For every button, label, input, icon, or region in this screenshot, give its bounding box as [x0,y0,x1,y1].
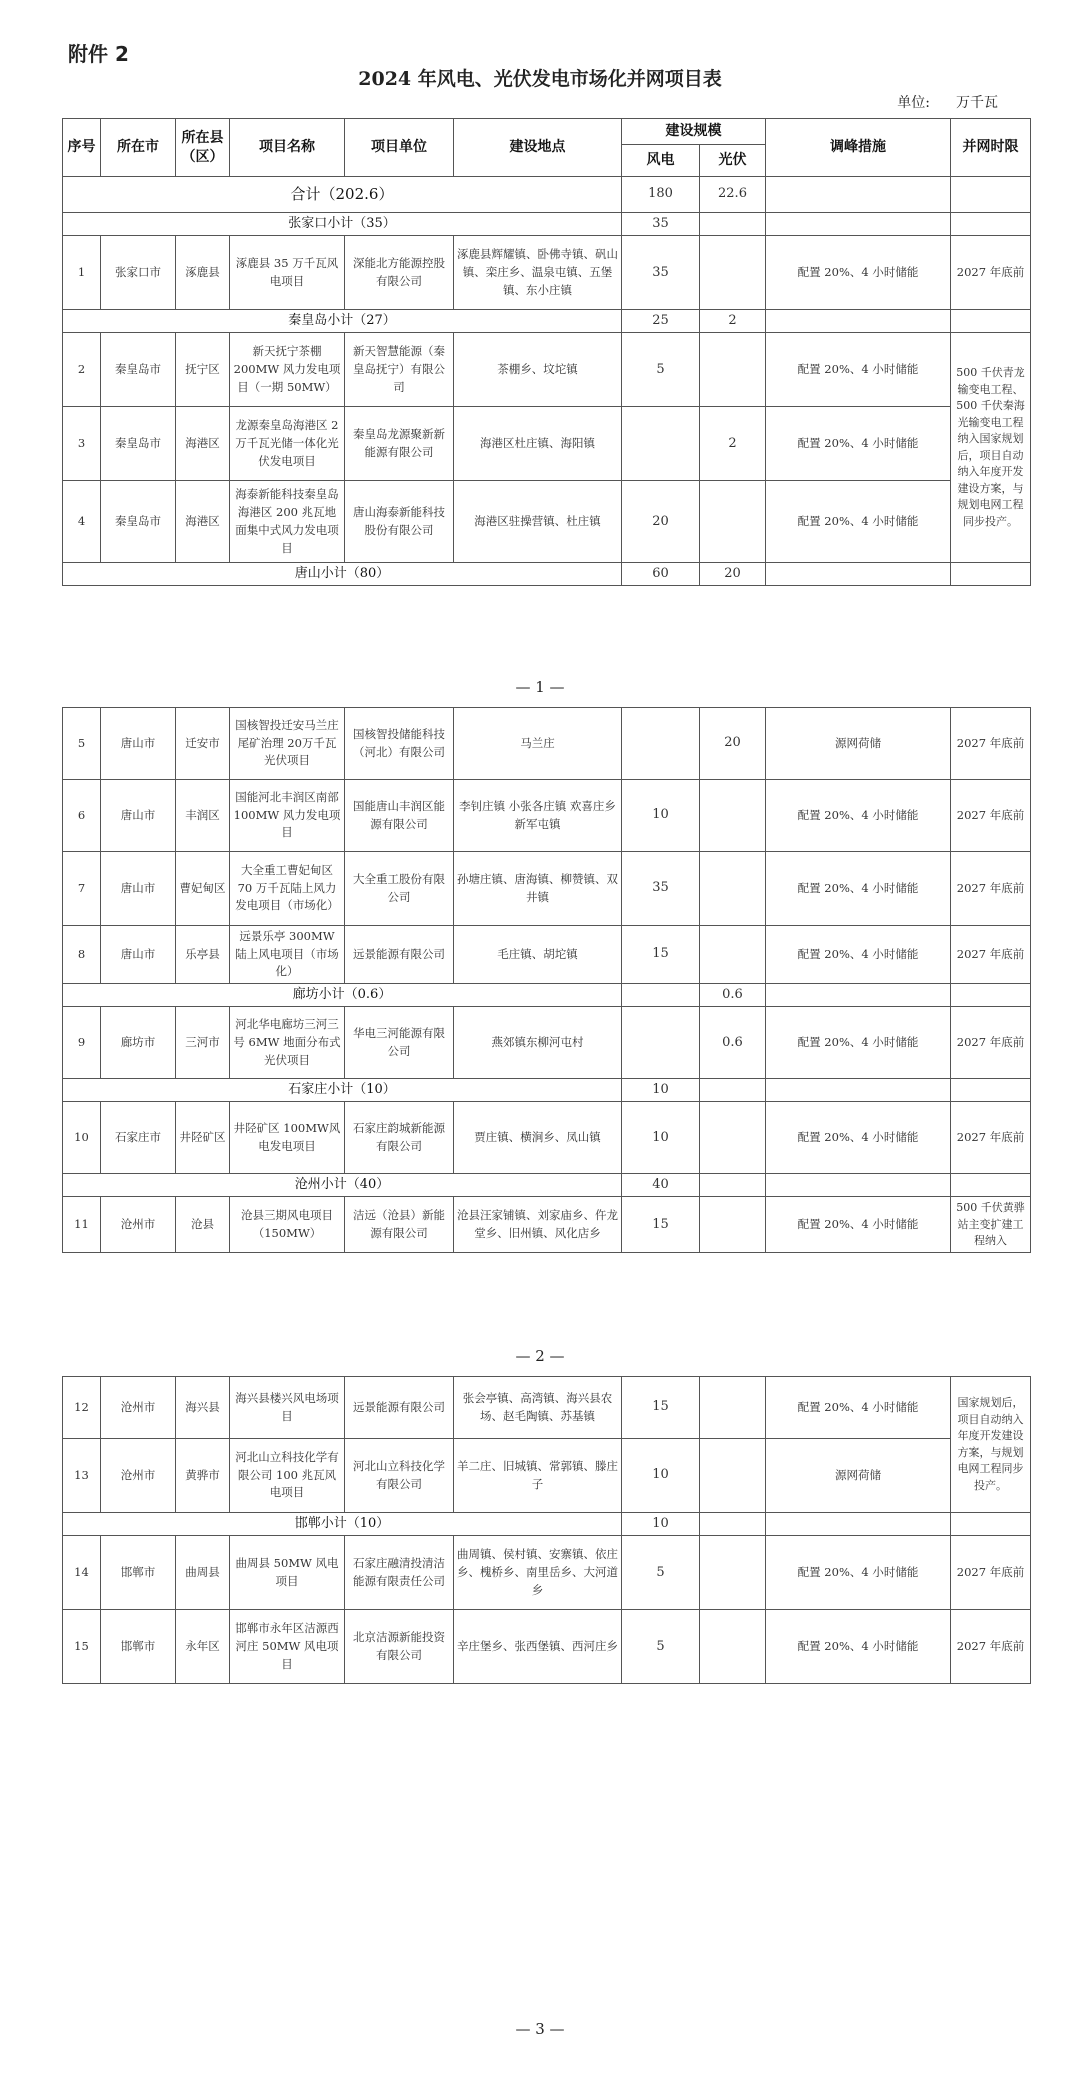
cell-name: 河北华电廊坊三河三号 6MW 地面分布式光伏项目 [230,1007,345,1079]
subtotal-row [63,213,1031,236]
cell-name: 龙源秦皇岛海港区 2 万千瓦光储一体化光伏发电项目 [230,407,345,481]
cell-wind [622,708,700,780]
page-number: — 1 — [515,678,565,696]
cell-name: 新天抚宁茶棚200MW 风力发电项目（一期 50MW） [230,333,345,407]
cell-seq: 7 [63,852,101,926]
col-location: 建设地点 [454,119,622,177]
cell-name: 大全重工曹妃甸区 70 万千瓦陆上风力发电项目（市场化） [230,852,345,926]
cell-county: 沧县 [176,1197,230,1253]
cell-seq: 14 [63,1536,101,1610]
cell-name: 河北山立科技化学有限公司 100 兆瓦风电项目 [230,1439,345,1513]
cell-location: 李钊庄镇 小张各庄镇 欢喜庄乡 新军屯镇 [454,780,622,852]
cell-location: 马兰庄 [454,708,622,780]
subtotal-row [63,1513,1031,1536]
unit-value: 万千瓦 [956,95,998,111]
cell-peak: 配置 20%、4 小时储能 [766,852,951,926]
cell-county: 海兴县 [176,1377,230,1439]
subtotal-label: 张家口小计（35） [63,213,622,236]
subtotal-wind: 10 [622,1079,700,1102]
table-row [63,1197,1031,1253]
table-row [63,1102,1031,1174]
cell-wind [622,1007,700,1079]
cell-city: 秦皇岛市 [101,481,176,563]
table-row [63,852,1031,926]
cell-peak: 配置 20%、4 小时储能 [766,1007,951,1079]
cell-peak: 配置 20%、4 小时储能 [766,1102,951,1174]
cell-county: 井陉矿区 [176,1102,230,1174]
cell-name: 曲周县 50MW 风电项目 [230,1536,345,1610]
cell-city: 邯郸市 [101,1610,176,1684]
col-wind: 风电 [622,145,700,177]
cell-solar [700,852,766,926]
subtotal-wind: 10 [622,1513,700,1536]
subtotal-label: 邯郸小计（10） [63,1513,622,1536]
cell-city: 沧州市 [101,1439,176,1513]
cell-seq: 4 [63,481,101,563]
cell-peak: 配置 20%、4 小时储能 [766,1197,951,1253]
subtotal-label: 石家庄小计（10） [63,1079,622,1102]
cell-county: 迁安市 [176,708,230,780]
table-row [63,1377,1031,1439]
cell-company: 华电三河能源有限公司 [345,1007,454,1079]
cell-company: 唐山海泰新能科技股份有限公司 [345,481,454,563]
cell-name: 国核智投迁安马兰庄尾矿治理 20万千瓦光伏项目 [230,708,345,780]
attachment-label: 附件 2 [68,42,129,66]
cell-company: 远景能源有限公司 [345,1377,454,1439]
col-peak: 调峰措施 [766,119,951,177]
project-table-page-2 [62,707,1031,1253]
cell-city: 石家庄市 [101,1102,176,1174]
cell-location: 贾庄镇、横涧乡、凤山镇 [454,1102,622,1174]
cell-wind: 5 [622,333,700,407]
page-number: — 2 — [515,1347,565,1365]
cell-company: 国能唐山丰润区能源有限公司 [345,780,454,852]
cell-county: 抚宁区 [176,333,230,407]
cell-seq: 8 [63,926,101,984]
cell-company: 洁远（沧县）新能源有限公司 [345,1197,454,1253]
cell-seq: 10 [63,1102,101,1174]
cell-name: 海泰新能科技秦皇岛海港区 200 兆瓦地面集中式风力发电项目 [230,481,345,563]
cell-county: 涿鹿县 [176,236,230,310]
subtotal-solar: 20 [700,563,766,586]
cell-name: 国能河北丰润区南部 100MW 风力发电项目 [230,780,345,852]
subtotal-row [63,984,1031,1007]
cell-company: 石家庄融清投清洁能源有限责任公司 [345,1536,454,1610]
cell-solar [700,1197,766,1253]
cell-name: 远景乐亭 300MW 陆上风电项目（市场化） [230,926,345,984]
cell-timing: 2027 年底前 [951,1610,1031,1684]
cell-solar [700,1439,766,1513]
cell-timing: 2027 年底前 [951,708,1031,780]
total-row [63,177,1031,213]
subtotal-label: 唐山小计（80） [63,563,622,586]
cell-solar: 2 [700,407,766,481]
subtotal-solar [700,1174,766,1197]
cell-timing: 500 千伏黄骅站主变扩建工程纳入 [951,1197,1031,1253]
cell-city: 沧州市 [101,1197,176,1253]
document-title: 2024 年风电、光伏发电市场化并网项目表 [358,68,722,90]
subtotal-row [63,310,1031,333]
cell-city: 秦皇岛市 [101,407,176,481]
cell-timing-merged: 国家规划后，项目自动纳入年度开发建设方案，与规划电网工程同步投产。 [951,1377,1031,1513]
cell-peak: 配置 20%、4 小时储能 [766,236,951,310]
cell-solar [700,333,766,407]
subtotal-solar [700,1079,766,1102]
cell-peak: 配置 20%、4 小时储能 [766,1377,951,1439]
cell-city: 邯郸市 [101,1536,176,1610]
cell-city: 唐山市 [101,708,176,780]
cell-solar: 0.6 [700,1007,766,1079]
cell-solar [700,1610,766,1684]
cell-peak: 配置 20%、4 小时储能 [766,333,951,407]
cell-wind: 5 [622,1610,700,1684]
cell-timing: 2027 年底前 [951,1102,1031,1174]
total-wind: 180 [622,177,700,213]
subtotal-wind: 35 [622,213,700,236]
cell-seq: 5 [63,708,101,780]
cell-company: 大全重工股份有限公司 [345,852,454,926]
subtotal-wind: 60 [622,563,700,586]
unit-label: 单位: [897,95,930,111]
cell-county: 乐亭县 [176,926,230,984]
cell-peak: 源网荷储 [766,1439,951,1513]
cell-wind: 15 [622,1197,700,1253]
cell-solar [700,926,766,984]
cell-company: 新天智慧能源（秦皇岛抚宁）有限公司 [345,333,454,407]
cell-seq: 1 [63,236,101,310]
cell-wind [622,407,700,481]
cell-location: 羊二庄、旧城镇、常郭镇、滕庄子 [454,1439,622,1513]
cell-location: 燕郊镇东柳河屯村 [454,1007,622,1079]
table-row [63,407,1031,481]
cell-company: 国核智投储能科技（河北）有限公司 [345,708,454,780]
subtotal-label: 廊坊小计（0.6） [63,984,622,1007]
subtotal-row [63,563,1031,586]
cell-seq: 6 [63,780,101,852]
cell-timing-merged: 500 千伏青龙输变电工程、500 千伏秦海光输变电工程纳入国家规划后，项目自动纳入年度开发建设方案，与规划电网工程同步投产。 [951,333,1031,563]
table-row [63,1439,1031,1513]
cell-peak: 源网荷储 [766,708,951,780]
cell-timing: 2027 年底前 [951,1536,1031,1610]
col-scale: 建设规模 [622,119,766,145]
cell-timing: 2027 年底前 [951,926,1031,984]
cell-wind: 35 [622,236,700,310]
cell-location: 海港区杜庄镇、海阳镇 [454,407,622,481]
table-row [63,780,1031,852]
cell-wind: 15 [622,1377,700,1439]
cell-wind: 15 [622,926,700,984]
cell-location: 毛庄镇、胡坨镇 [454,926,622,984]
cell-location: 沧县汪家铺镇、刘家庙乡、仵龙堂乡、旧州镇、风化店乡 [454,1197,622,1253]
cell-peak: 配置 20%、4 小时储能 [766,1610,951,1684]
cell-peak: 配置 20%、4 小时储能 [766,780,951,852]
subtotal-wind: 40 [622,1174,700,1197]
subtotal-label: 沧州小计（40） [63,1174,622,1197]
subtotal-wind [622,984,700,1007]
table-row [63,481,1031,563]
subtotal-solar: 2 [700,310,766,333]
cell-location: 张会亭镇、高湾镇、海兴县农场、赵毛陶镇、苏基镇 [454,1377,622,1439]
subtotal-row [63,1174,1031,1197]
cell-county: 永年区 [176,1610,230,1684]
cell-company: 石家庄韵城新能源有限公司 [345,1102,454,1174]
cell-wind: 10 [622,1102,700,1174]
cell-solar: 20 [700,708,766,780]
cell-location: 海港区驻操营镇、杜庄镇 [454,481,622,563]
subtotal-row [63,1079,1031,1102]
cell-peak: 配置 20%、4 小时储能 [766,926,951,984]
cell-county: 三河市 [176,1007,230,1079]
cell-city: 唐山市 [101,780,176,852]
project-table-page-1 [62,118,1031,586]
cell-city: 唐山市 [101,852,176,926]
cell-solar [700,780,766,852]
cell-company: 远景能源有限公司 [345,926,454,984]
subtotal-wind: 25 [622,310,700,333]
table-row [63,333,1031,407]
cell-city: 廊坊市 [101,1007,176,1079]
cell-location: 孙塘庄镇、唐海镇、柳赞镇、双井镇 [454,852,622,926]
cell-wind: 35 [622,852,700,926]
total-label: 合计（202.6） [63,177,622,213]
cell-county: 丰润区 [176,780,230,852]
cell-company: 深能北方能源控股有限公司 [345,236,454,310]
cell-seq: 2 [63,333,101,407]
page-number: — 3 — [515,2020,565,2038]
cell-seq: 13 [63,1439,101,1513]
col-county: 所在县（区） [176,119,230,177]
cell-solar [700,1536,766,1610]
cell-city: 唐山市 [101,926,176,984]
cell-location: 茶棚乡、坟坨镇 [454,333,622,407]
unit-line [871,92,998,112]
cell-name: 沧县三期风电项目（150MW） [230,1197,345,1253]
table-row [63,236,1031,310]
cell-county: 曹妃甸区 [176,852,230,926]
cell-city: 张家口市 [101,236,176,310]
col-city: 所在市 [101,119,176,177]
cell-wind: 10 [622,780,700,852]
cell-timing: 2027 年底前 [951,780,1031,852]
subtotal-solar [700,1513,766,1536]
col-timing: 并网时限 [951,119,1031,177]
cell-solar [700,1377,766,1439]
project-table-page-3 [62,1376,1031,1684]
table-row [63,1536,1031,1610]
subtotal-solar [700,213,766,236]
table-row [63,1007,1031,1079]
cell-county: 黄骅市 [176,1439,230,1513]
cell-county: 海港区 [176,407,230,481]
cell-seq: 3 [63,407,101,481]
cell-solar [700,236,766,310]
cell-city: 沧州市 [101,1377,176,1439]
col-name: 项目名称 [230,119,345,177]
cell-name: 井陉矿区 100MW风电发电项目 [230,1102,345,1174]
cell-company: 北京洁源新能投资有限公司 [345,1610,454,1684]
subtotal-label: 秦皇岛小计（27） [63,310,622,333]
cell-wind: 5 [622,1536,700,1610]
cell-seq: 11 [63,1197,101,1253]
cell-company: 河北山立科技化学有限公司 [345,1439,454,1513]
cell-timing: 2027 年底前 [951,1007,1031,1079]
cell-wind: 10 [622,1439,700,1513]
cell-seq: 9 [63,1007,101,1079]
cell-timing: 2027 年底前 [951,852,1031,926]
cell-wind: 20 [622,481,700,563]
cell-peak: 配置 20%、4 小时储能 [766,407,951,481]
cell-peak: 配置 20%、4 小时储能 [766,1536,951,1610]
cell-solar [700,1102,766,1174]
cell-timing: 2027 年底前 [951,236,1031,310]
cell-name: 涿鹿县 35 万千瓦风电项目 [230,236,345,310]
col-seq: 序号 [63,119,101,177]
cell-location: 涿鹿县辉耀镇、卧佛寺镇、矾山镇、栾庄乡、温泉屯镇、五堡镇、东小庄镇 [454,236,622,310]
cell-name: 海兴县楼兴风电场项目 [230,1377,345,1439]
subtotal-solar: 0.6 [700,984,766,1007]
cell-company: 秦皇岛龙源聚新新能源有限公司 [345,407,454,481]
cell-location: 曲周镇、侯村镇、安寨镇、依庄乡、槐桥乡、南里岳乡、大河道乡 [454,1536,622,1610]
cell-city: 秦皇岛市 [101,333,176,407]
cell-county: 海港区 [176,481,230,563]
cell-seq: 15 [63,1610,101,1684]
cell-peak: 配置 20%、4 小时储能 [766,481,951,563]
total-solar: 22.6 [700,177,766,213]
cell-name: 邯郸市永年区洁源西河庄 50MW 风电项目 [230,1610,345,1684]
table-row [63,1610,1031,1684]
cell-solar [700,481,766,563]
col-solar: 光伏 [700,145,766,177]
cell-seq: 12 [63,1377,101,1439]
col-company: 项目单位 [345,119,454,177]
cell-county: 曲周县 [176,1536,230,1610]
table-row [63,708,1031,780]
cell-location: 辛庄堡乡、张西堡镇、西河庄乡 [454,1610,622,1684]
table-row [63,926,1031,984]
